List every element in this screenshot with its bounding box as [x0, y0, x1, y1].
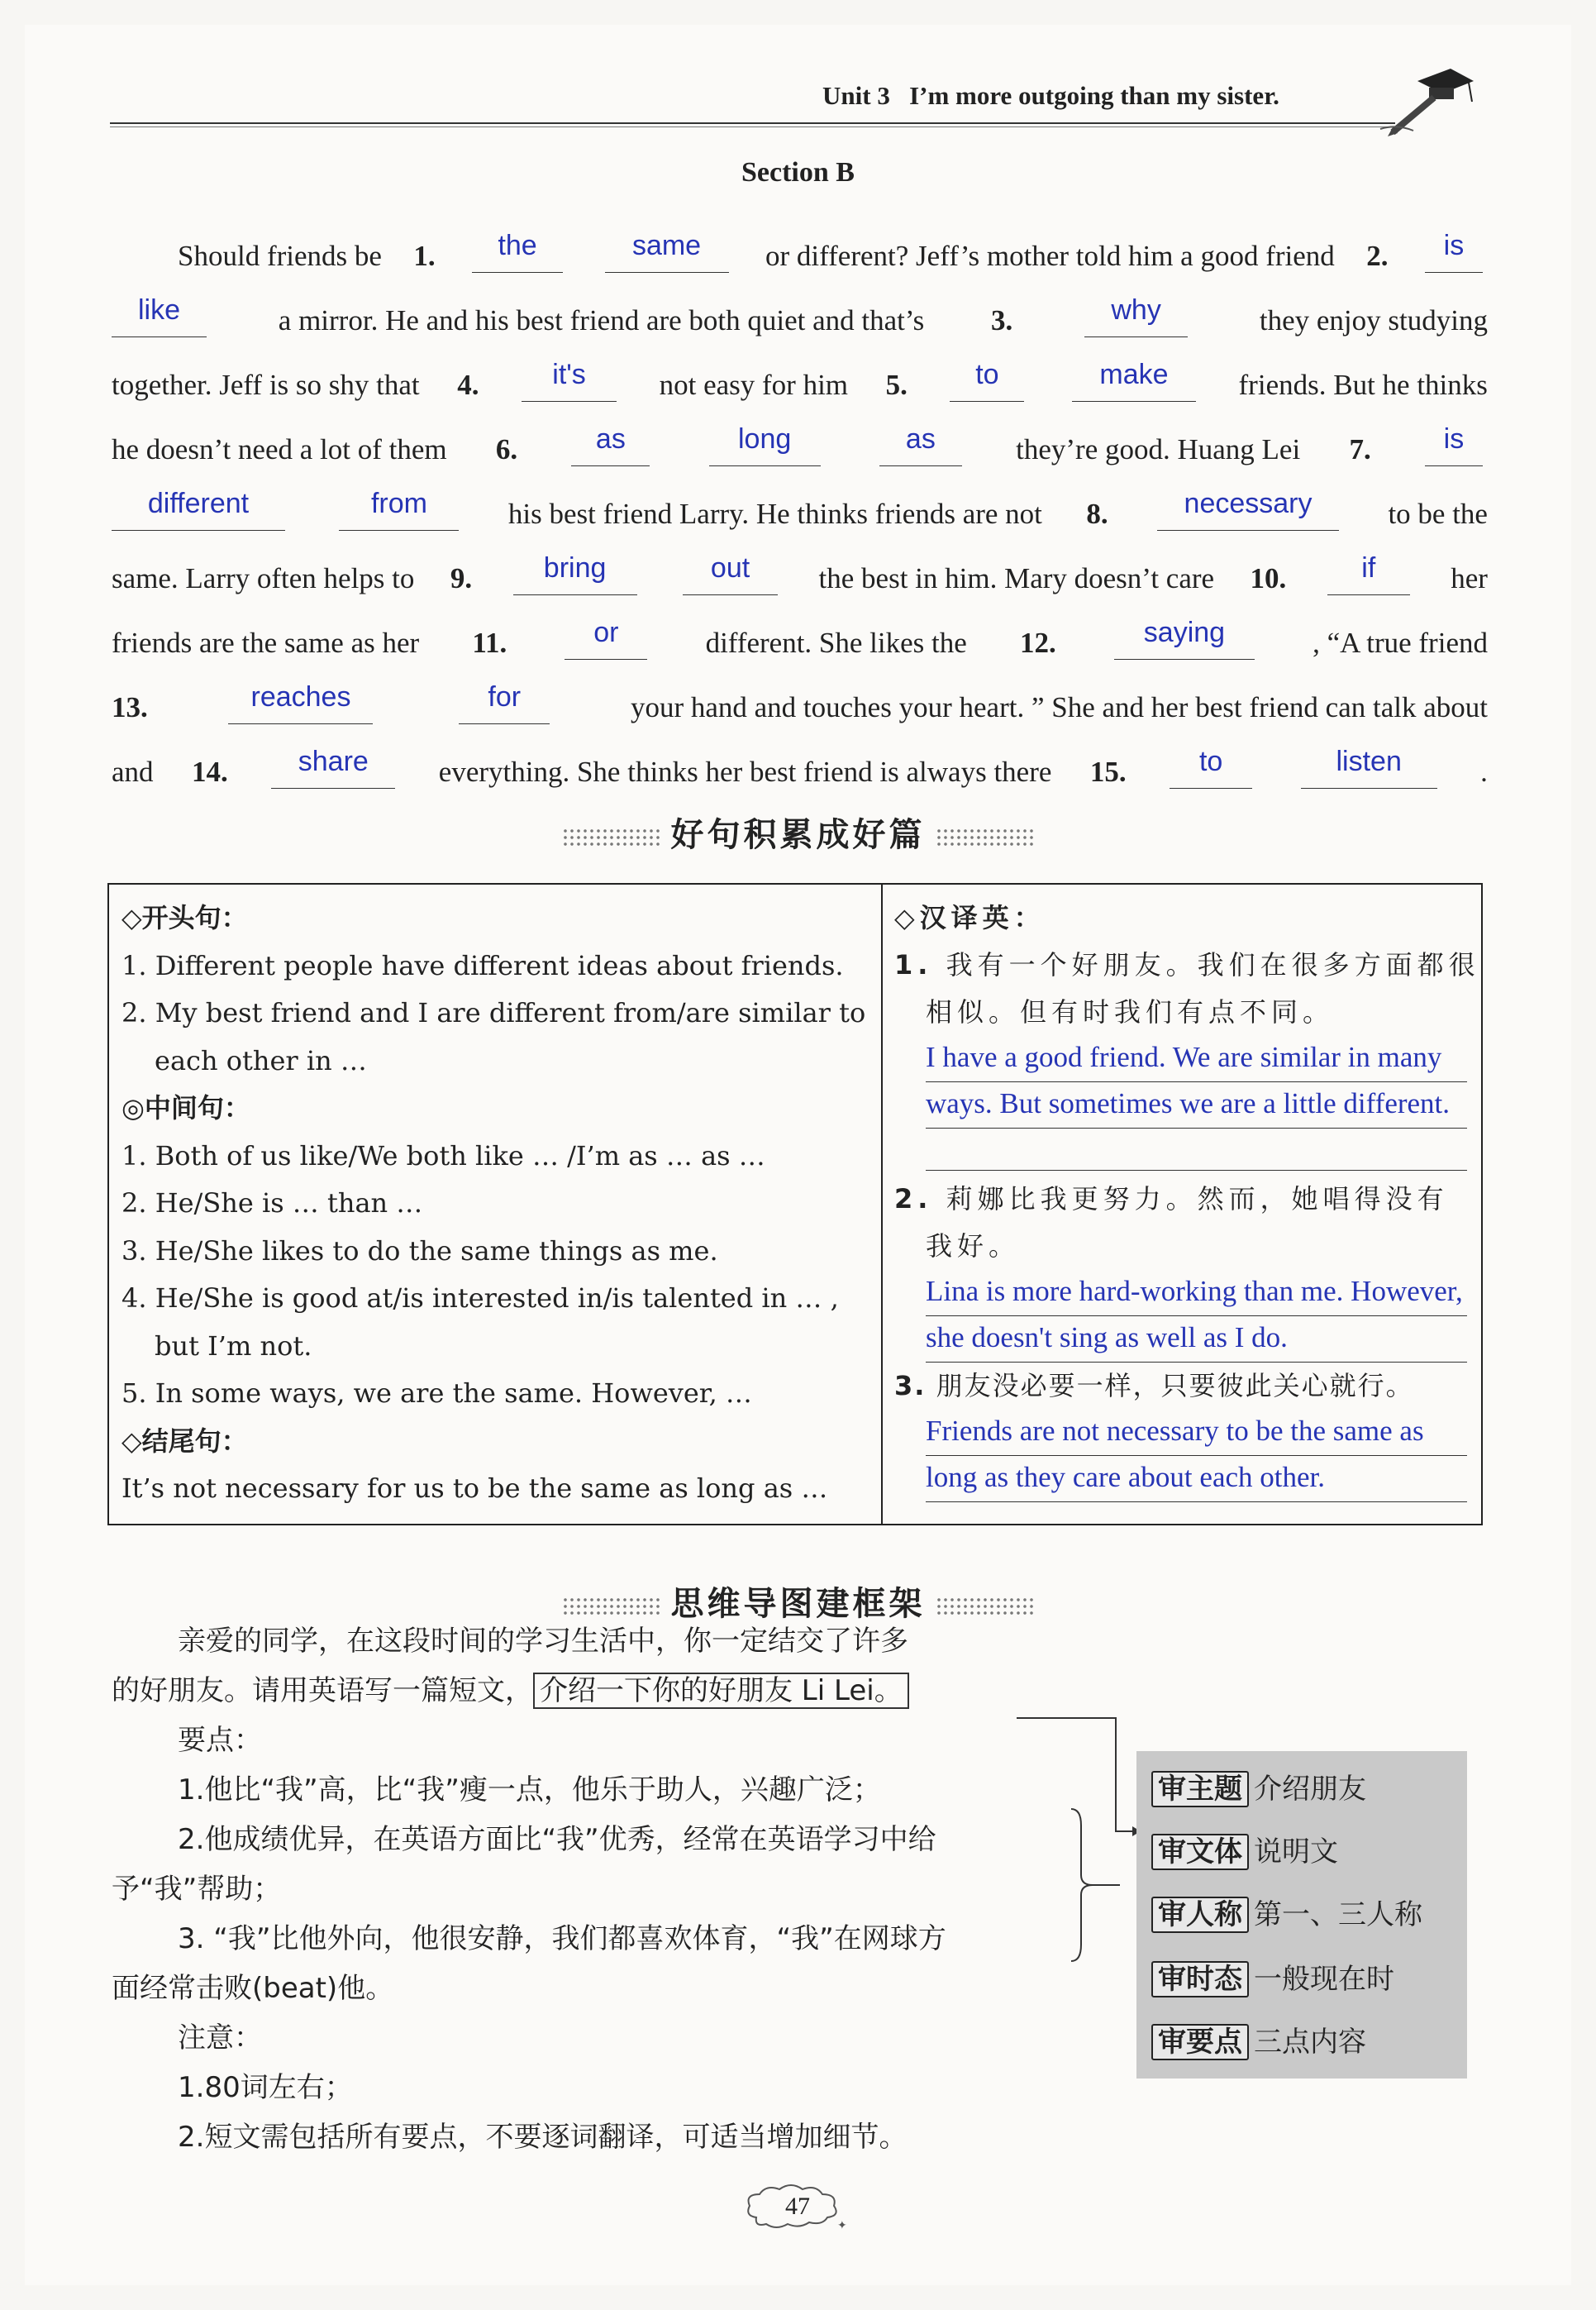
task-text: [112, 1666, 1103, 1716]
answer-text: to: [1198, 746, 1223, 777]
header-rule: [110, 122, 1395, 124]
answer-text: necessary: [1184, 488, 1313, 519]
chinese-prompt: 我好。: [926, 1230, 1021, 1262]
answer-blank[interactable]: [1157, 488, 1339, 531]
task-topic-box: 介绍一下你的好朋友 Li Lei。: [533, 1673, 909, 1709]
section-banner: [0, 809, 1596, 856]
answer-text: long: [738, 423, 792, 455]
answer-blank[interactable]: [513, 552, 637, 595]
answer-blank[interactable]: [1114, 617, 1255, 660]
answer-line-empty[interactable]: [926, 1129, 1467, 1171]
task-point: 3. “我”比他外向，他很安静，我们都喜欢体育，“我”在网球方: [178, 1922, 946, 1955]
sentence: 2. My best friend and I are different from/are similar to: [121, 997, 866, 1029]
blank-number: 4.: [457, 369, 479, 401]
svg-text:✦: ✦: [837, 2219, 847, 2232]
prompt-text: 我有一个好朋友。我们在很多方面都很: [946, 949, 1480, 981]
passage-text: the best in him. Mary doesn’t care: [818, 562, 1215, 594]
sentence-box: [107, 883, 1483, 1525]
answer-blank[interactable]: [339, 488, 459, 531]
passage-text: not easy for him: [659, 369, 849, 401]
answer-blank[interactable]: [472, 230, 563, 273]
mindmap-item: [1151, 1769, 1366, 1809]
passage-line: [112, 208, 1488, 273]
task-text: 亲爱的同学，在这段时间的学习生活中，你一定结交了许多: [178, 1625, 908, 1658]
answer-blank[interactable]: [879, 423, 962, 466]
passage-text: together. Jeff is so shy that: [112, 369, 420, 401]
sentence: It’s not necessary for us to be the same as long as …: [121, 1472, 828, 1504]
column-divider: [881, 885, 883, 1524]
answer-text: if: [1361, 552, 1376, 584]
blank-number: 5.: [885, 369, 908, 401]
dots-decoration: [936, 1596, 1035, 1615]
page-number: 47: [785, 2193, 810, 2220]
passage-line: [112, 595, 1488, 660]
points-heading: 要点：: [178, 1724, 262, 1757]
answer-text: it's: [552, 359, 586, 390]
answer-text: like: [137, 294, 181, 326]
answer-blank[interactable]: [1425, 230, 1483, 273]
chinese-prompt: 相似。但有时我们有点不同。: [926, 996, 1335, 1028]
blank-number: 10.: [1250, 562, 1287, 594]
answer-text: listen: [1336, 746, 1402, 777]
mindmap-connector: [1017, 1695, 1149, 2067]
sentence: 5. In some ways, we are the same. However, …: [121, 1377, 752, 1409]
mindmap-text: 说明文: [1254, 1835, 1338, 1869]
mindmap-tag: 审主题: [1151, 1771, 1249, 1807]
middle-heading: ◎中间句：: [121, 1092, 250, 1124]
answer-text: different: [147, 488, 250, 519]
task-note: 1.80词左右；: [178, 2071, 353, 2104]
chinese-prompt: 1. 我有一个好朋友。我们在很多方面都很: [894, 949, 1480, 981]
translation-heading: ◇汉译英：: [894, 902, 1046, 933]
sentence: 1. Both of us like/We both like … /I’m as … as …: [121, 1139, 765, 1172]
banner-title: 思维导图建框架: [670, 1585, 926, 1623]
passage-text: , “A true friend: [1313, 627, 1488, 659]
section-title: Section B: [741, 157, 855, 188]
answer-blank[interactable]: [571, 423, 650, 466]
answer-line[interactable]: she doesn't sing as well as I do.: [926, 1316, 1467, 1363]
banner-title: 好句积累成好篇: [670, 816, 926, 854]
notes-heading: 注意：: [178, 2021, 262, 2055]
unit-title: I’m more outgoing than my sister.: [909, 81, 1279, 110]
passage-line: [112, 660, 1488, 724]
passage-text: different. She likes the: [705, 627, 967, 659]
mindmap-text: 介绍朋友: [1254, 1773, 1366, 1806]
passage-text: his best friend Larry. He thinks friends are not: [507, 498, 1042, 530]
task-point: 面经常击败(beat)他。: [112, 1972, 394, 2005]
answer-text: bring: [543, 552, 607, 584]
passage-text: her: [1451, 562, 1488, 594]
passage-text: .: [1480, 756, 1488, 788]
passage-text: they enjoy studying: [1259, 304, 1488, 336]
passage-text: Should friends be: [178, 240, 382, 272]
dots-decoration: [936, 828, 1035, 846]
passage-text: they’re good. Huang Lei: [1016, 433, 1301, 465]
passage-line: [112, 337, 1488, 402]
passage-text: same. Larry often helps to: [112, 562, 415, 594]
blank-number: 8.: [1086, 498, 1108, 530]
blank-number: 14.: [192, 756, 228, 788]
blank-number: 7.: [1349, 433, 1371, 465]
task-point: 2.他成绩优异，在英语方面比“我”优秀，经常在英语学习中给: [178, 1823, 936, 1856]
passage-text: or different? Jeff’s mother told him a good friend: [765, 240, 1335, 272]
answer-text: to: [975, 359, 999, 390]
answer-line[interactable]: I have a good friend. We are similar in many: [926, 1036, 1467, 1082]
task-text-part: 的好朋友。请用英语写一篇短文，: [112, 1674, 533, 1707]
answer-text: out: [710, 552, 750, 584]
opening-heading: ◇开头句：: [121, 902, 248, 933]
sentence: 4. He/She is good at/is interested in/is talented in … ,: [121, 1282, 839, 1314]
passage-line: [112, 273, 1488, 337]
header-title: [822, 81, 1279, 111]
answer-line[interactable]: ways. But sometimes we are a little different.: [926, 1082, 1467, 1129]
blank-number: 2.: [1366, 240, 1389, 272]
passage-text: a mirror. He and his best friend are both quiet and that’s: [278, 304, 925, 336]
answer-text: as: [595, 423, 626, 455]
answer-blank[interactable]: [683, 552, 778, 595]
answer-text: share: [298, 746, 369, 777]
passage-text: your hand and touches your heart. ” She and her best friend can talk about: [630, 691, 1488, 723]
useful-sentences-column: [121, 895, 874, 1513]
mindmap-panel: [1136, 1751, 1467, 2079]
answer-text: or: [593, 617, 619, 648]
passage-text: friends. But he thinks: [1238, 369, 1488, 401]
pencil-graduation-cap-icon: [1376, 56, 1484, 139]
task-note: 2.短文需包括所有要点，不要逐词翻译，可适当增加细节。: [178, 2121, 908, 2154]
answer-blank[interactable]: [950, 359, 1024, 402]
dots-decoration: [562, 1596, 661, 1615]
blank-number: 15.: [1089, 756, 1127, 788]
passage-line: [112, 402, 1488, 466]
answer-blank[interactable]: [605, 230, 729, 273]
answer-blank[interactable]: [1170, 746, 1252, 789]
mindmap-item: [1151, 2022, 1366, 2062]
mindmap-tag: 审要点: [1151, 2024, 1249, 2060]
answer-blank[interactable]: [1425, 423, 1483, 466]
answer-blank[interactable]: [1084, 294, 1188, 337]
unit-label: Unit 3: [822, 81, 890, 110]
answer-line[interactable]: Lina is more hard-working than me. However,: [926, 1270, 1467, 1316]
sentence: 1. Different people have different ideas about friends.: [121, 949, 844, 981]
answer-blank[interactable]: [112, 294, 207, 337]
answer-blank[interactable]: [522, 359, 617, 402]
writing-task: [112, 1616, 1103, 2162]
mindmap-text: 第一、三人称: [1254, 1898, 1422, 1931]
answer-text: saying: [1143, 617, 1226, 648]
passage-line: [112, 724, 1488, 789]
mindmap-item: [1151, 1959, 1394, 1999]
mindmap-text: 一般现在时: [1254, 1963, 1394, 1996]
answer-text: make: [1099, 359, 1169, 390]
chinese-prompt: 2. 莉娜比我更努力。然而，她唱得没有: [894, 1183, 1449, 1215]
answer-blank[interactable]: [1301, 746, 1437, 789]
prompt-text: 莉娜比我更努力。然而，她唱得没有: [946, 1183, 1449, 1215]
answer-line[interactable]: Friends are not necessary to be the same as: [926, 1410, 1467, 1456]
answer-text: is: [1443, 423, 1465, 455]
cloze-passage: [112, 208, 1488, 789]
passage-text: to be the: [1388, 498, 1488, 530]
blank-number: 1.: [413, 240, 436, 272]
blank-number: 13.: [112, 691, 148, 723]
answer-blank[interactable]: [1327, 552, 1410, 595]
translation-column: [894, 895, 1480, 1502]
passage-line: [112, 466, 1488, 531]
blank-number: 6.: [495, 433, 518, 465]
dots-decoration: [562, 828, 661, 846]
answer-line[interactable]: long as they care about each other.: [926, 1456, 1467, 1502]
answer-text: from: [370, 488, 427, 519]
answer-blank[interactable]: [228, 681, 373, 724]
ending-heading: ◇结尾句：: [121, 1425, 248, 1457]
blank-number: 12.: [1019, 627, 1056, 659]
answer-text: the: [498, 230, 537, 261]
chinese-prompt: 3. 朋友没必要一样，只要彼此关心就行。: [894, 1370, 1414, 1401]
sentence: 3. He/She likes to do the same things as me.: [121, 1234, 718, 1267]
answer-blank[interactable]: [565, 617, 647, 660]
mindmap-tag: 审文体: [1151, 1834, 1249, 1870]
sentence: each other in …: [155, 1044, 367, 1076]
mindmap-item: [1151, 1832, 1338, 1872]
answer-text: for: [488, 681, 522, 713]
header-rule-thin: [110, 126, 1395, 127]
answer-text: why: [1111, 294, 1161, 326]
answer-blank[interactable]: [709, 423, 821, 466]
passage-text: everything. She thinks her best friend is always there: [438, 756, 1052, 788]
answer-blank[interactable]: [271, 746, 395, 789]
passage-text: and: [112, 756, 154, 788]
mindmap-text: 三点内容: [1254, 2026, 1366, 2059]
sentence: 2. He/She is … than …: [121, 1187, 423, 1219]
blank-number: 11.: [472, 627, 507, 659]
blank-number: 9.: [450, 562, 473, 594]
task-point: 1.他比“我”高，比“我”瘦一点，他乐于助人，兴趣广泛；: [178, 1773, 881, 1806]
mindmap-tag: 审人称: [1151, 1897, 1249, 1933]
answer-text: is: [1443, 230, 1465, 261]
answer-blank[interactable]: [1072, 359, 1196, 402]
prompt-text: 朋友没必要一样，只要彼此关心就行。: [936, 1370, 1414, 1401]
answer-blank[interactable]: [459, 681, 550, 724]
task-point: 予“我”帮助；: [112, 1873, 282, 1906]
blank-number: 3.: [991, 304, 1013, 336]
answer-text: as: [905, 423, 936, 455]
answer-text: reaches: [250, 681, 351, 713]
passage-line: [112, 531, 1488, 595]
mindmap-item: [1151, 1895, 1422, 1935]
passage-text: friends are the same as her: [112, 627, 420, 659]
mindmap-tag: 审时态: [1151, 1961, 1249, 1997]
passage-text: he doesn’t need a lot of them: [112, 433, 447, 465]
answer-blank[interactable]: [112, 488, 285, 531]
answer-text: same: [631, 230, 702, 261]
sentence: but I’m not.: [155, 1329, 312, 1362]
